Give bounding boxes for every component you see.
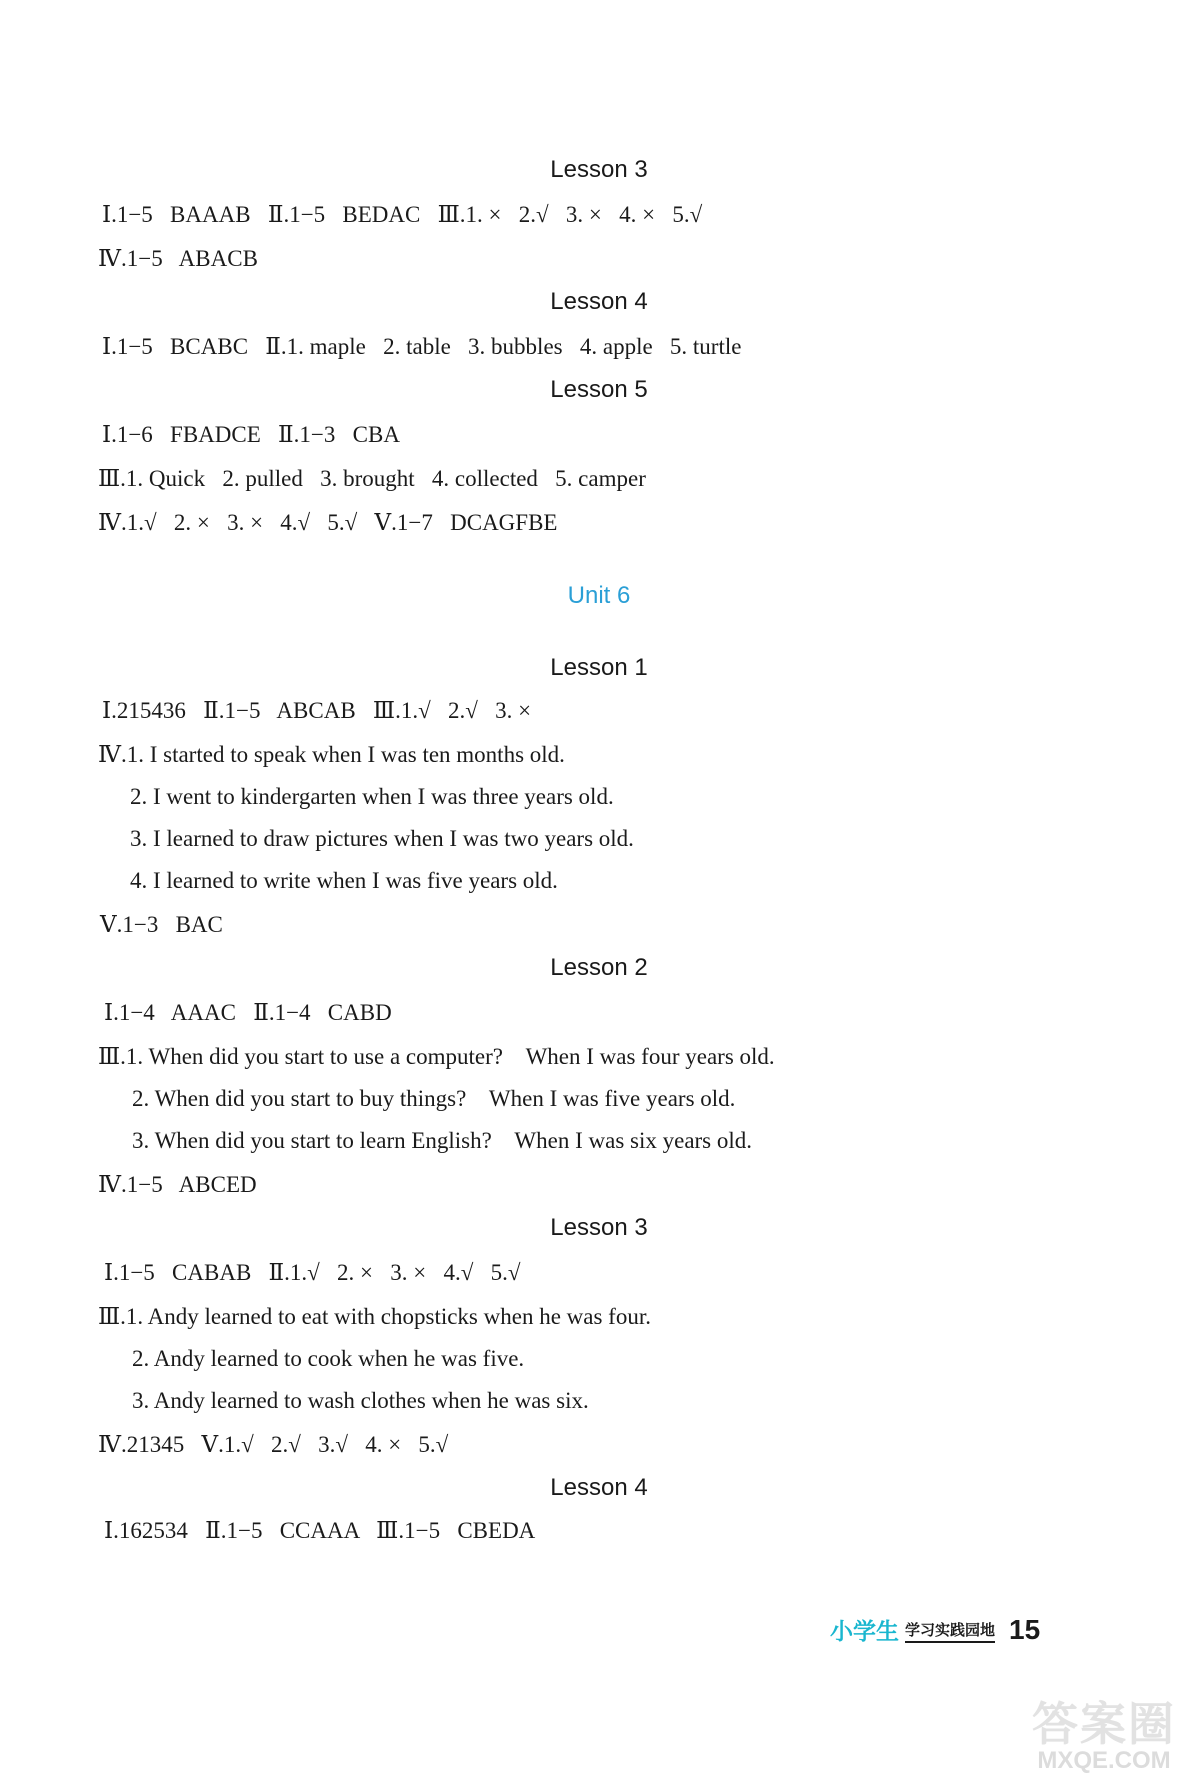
answer-line: Ⅲ.1. Andy learned to eat with chopsticks when he was four.	[98, 1304, 651, 1329]
lesson-heading: Lesson 1	[550, 654, 648, 681]
lesson-heading: Lesson 4	[550, 288, 648, 315]
page-footer	[830, 1612, 1040, 1646]
answer-line: 2. I went to kindergarten when I was three years old.	[130, 784, 614, 809]
answer-line: 3. I learned to draw pictures when I was two years old.	[130, 826, 634, 851]
answer-line: Ⅰ.162534 Ⅱ.1−5 CCAAA Ⅲ.1−5 CBEDA	[104, 1518, 536, 1543]
answer-line: 3. Andy learned to wash clothes when he was six.	[132, 1388, 589, 1413]
lesson-heading: Lesson 3	[550, 156, 648, 183]
answer-line: Ⅰ.215436 Ⅱ.1−5 ABCAB Ⅲ.1.√ 2.√ 3. ×	[102, 698, 532, 723]
watermark-top: 答案圈	[1032, 1698, 1176, 1750]
answer-line: Ⅳ.1−5 ABACB	[98, 246, 258, 271]
answer-line: Ⅳ.1. I started to speak when I was ten months old.	[98, 742, 565, 767]
answer-line: 3. When did you start to learn English? When I was six years old.	[132, 1128, 753, 1153]
answer-line: 2. Andy learned to cook when he was five.	[132, 1346, 525, 1371]
answer-line: 2. When did you start to buy things? When I was five years old.	[132, 1086, 736, 1111]
answer-line: Ⅳ.1.√ 2. × 3. × 4.√ 5.√ Ⅴ.1−7 DCAGFBE	[98, 510, 558, 535]
lesson-heading: Lesson 4	[550, 1474, 648, 1501]
answer-line: Ⅰ.1−4 AAAC Ⅱ.1−4 CABD	[104, 1000, 392, 1025]
lesson-heading: Lesson 5	[550, 376, 648, 403]
answer-line: Ⅰ.1−5 BCABC Ⅱ.1. maple 2. table 3. bubbles 4. apple 5. turtle	[102, 334, 742, 359]
footer-subtitle: 学习实践园地	[905, 1619, 995, 1643]
answer-line: Ⅳ.21345 Ⅴ.1.√ 2.√ 3.√ 4. × 5.√	[98, 1432, 449, 1457]
answer-line: Ⅰ.1−5 CABAB Ⅱ.1.√ 2. × 3. × 4.√ 5.√	[104, 1260, 521, 1285]
lesson-heading: Lesson 3	[550, 1214, 648, 1241]
footer-brand: 小学生	[830, 1618, 899, 1644]
answer-line: Ⅳ.1−5 ABCED	[98, 1172, 257, 1197]
answer-line: Ⅰ.1−5 BAAAB Ⅱ.1−5 BEDAC Ⅲ.1. × 2.√ 3. × 4. × 5.√	[102, 202, 703, 227]
watermark-bottom: MXQE.COM	[1037, 1747, 1171, 1774]
answer-line: Ⅲ.1. When did you start to use a computer? When I was four years old.	[98, 1044, 775, 1069]
answer-line: Ⅲ.1. Quick 2. pulled 3. brought 4. collected 5. camper	[98, 466, 646, 491]
unit-heading: Unit 6	[567, 582, 631, 609]
watermark-logo	[1016, 1700, 1192, 1782]
lesson-heading: Lesson 2	[550, 954, 648, 981]
answer-line: Ⅰ.1−6 FBADCE Ⅱ.1−3 CBA	[102, 422, 400, 447]
page-number: 15	[1009, 1614, 1041, 1645]
answer-line: Ⅴ.1−3 BAC	[100, 912, 223, 937]
answer-line: 4. I learned to write when I was five years old.	[130, 868, 558, 893]
